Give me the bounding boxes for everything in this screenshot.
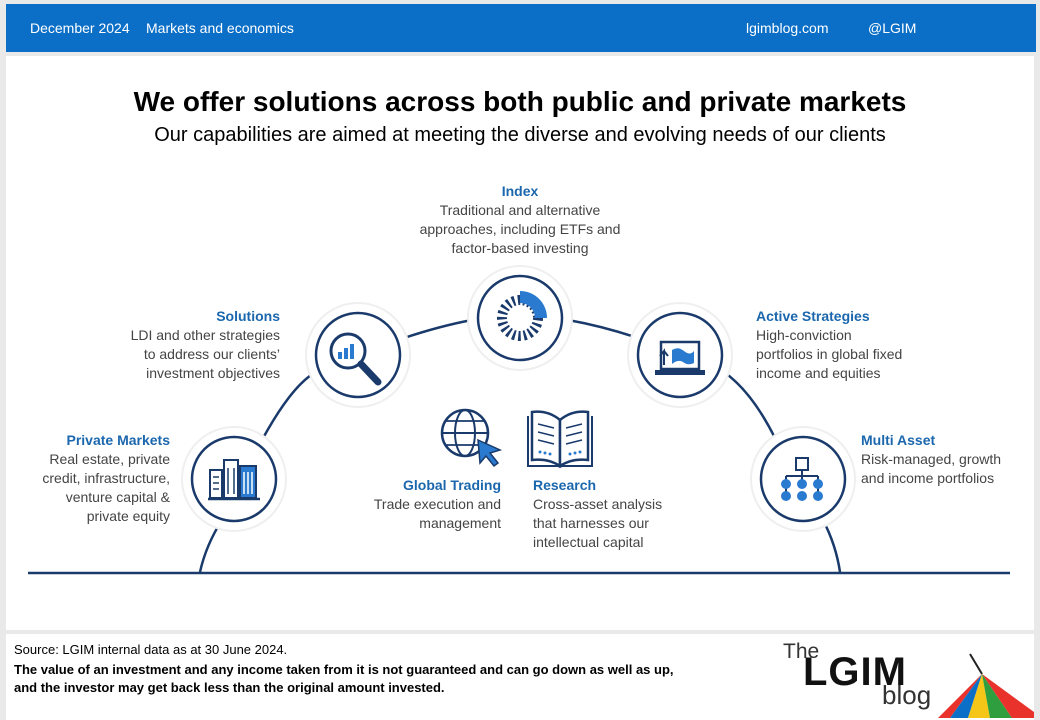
global-trading-description: Trade execution and management <box>373 496 501 531</box>
multi-asset-title: Multi Asset <box>861 432 936 448</box>
source-note: Source: LGIM internal data as at 30 June 2024. <box>14 642 288 657</box>
logo-blog-text: blog <box>882 680 932 710</box>
solutions-title: Solutions <box>216 308 280 324</box>
page-subtitle: Our capabilities are aimed at meeting the diverse and evolving needs of our clients <box>154 124 886 146</box>
multi-asset-description: Risk-managed, growth and income portfolios <box>861 451 1002 486</box>
logo-the-text: The <box>783 640 820 663</box>
private-markets-description: Real estate, private credit, infrastructure, venture capital & private equity <box>42 451 170 524</box>
capability-multi-asset <box>861 431 1031 488</box>
header-site-link[interactable]: lgimblog.com <box>746 20 829 36</box>
private-markets-title: Private Markets <box>66 432 170 448</box>
capability-private-markets <box>10 431 170 526</box>
umbrella-icon <box>930 652 1034 718</box>
laptop-globe-icon <box>628 303 732 407</box>
index-description: Traditional and alternative approaches, including ETFs and factor-based investing <box>419 202 621 256</box>
logo-brand-text: LGIM <box>803 650 907 694</box>
buildings-icon <box>182 427 286 531</box>
capability-index <box>380 182 660 258</box>
page-title: We offer solutions across both public and private markets <box>133 86 907 117</box>
global-trading-title: Global Trading <box>402 477 501 493</box>
header-twitter-handle[interactable]: @LGIM <box>868 20 917 36</box>
header-date: December 2024 <box>30 20 130 36</box>
open-book-icon <box>528 412 592 466</box>
header-category[interactable]: Markets and economics <box>146 20 294 36</box>
capability-solutions <box>90 307 280 383</box>
magnifier-chart-icon <box>306 303 410 407</box>
capability-research <box>533 476 713 552</box>
active-strategies-title: Active Strategies <box>756 308 870 324</box>
hierarchy-icon <box>751 427 855 531</box>
index-title: Index <box>501 183 539 199</box>
capability-global-trading <box>331 476 501 533</box>
solutions-description: LDI and other strategies to address our clients’ investment objectives <box>130 327 280 381</box>
research-title: Research <box>533 477 597 493</box>
globe-cursor-icon <box>442 410 500 466</box>
active-strategies-description: High-conviction portfolios in global fixed income and equities <box>756 327 903 381</box>
disclaimer: The value of an investment and any income taken from it is not guaranteed and can go down as well as up, and the investor may get back less than the original amount invested. <box>14 662 674 695</box>
capability-active-strategies <box>756 307 956 383</box>
research-description: Cross-asset analysis that harnesses our intellectual capital <box>533 496 663 550</box>
donut-chart-icon <box>468 266 572 370</box>
